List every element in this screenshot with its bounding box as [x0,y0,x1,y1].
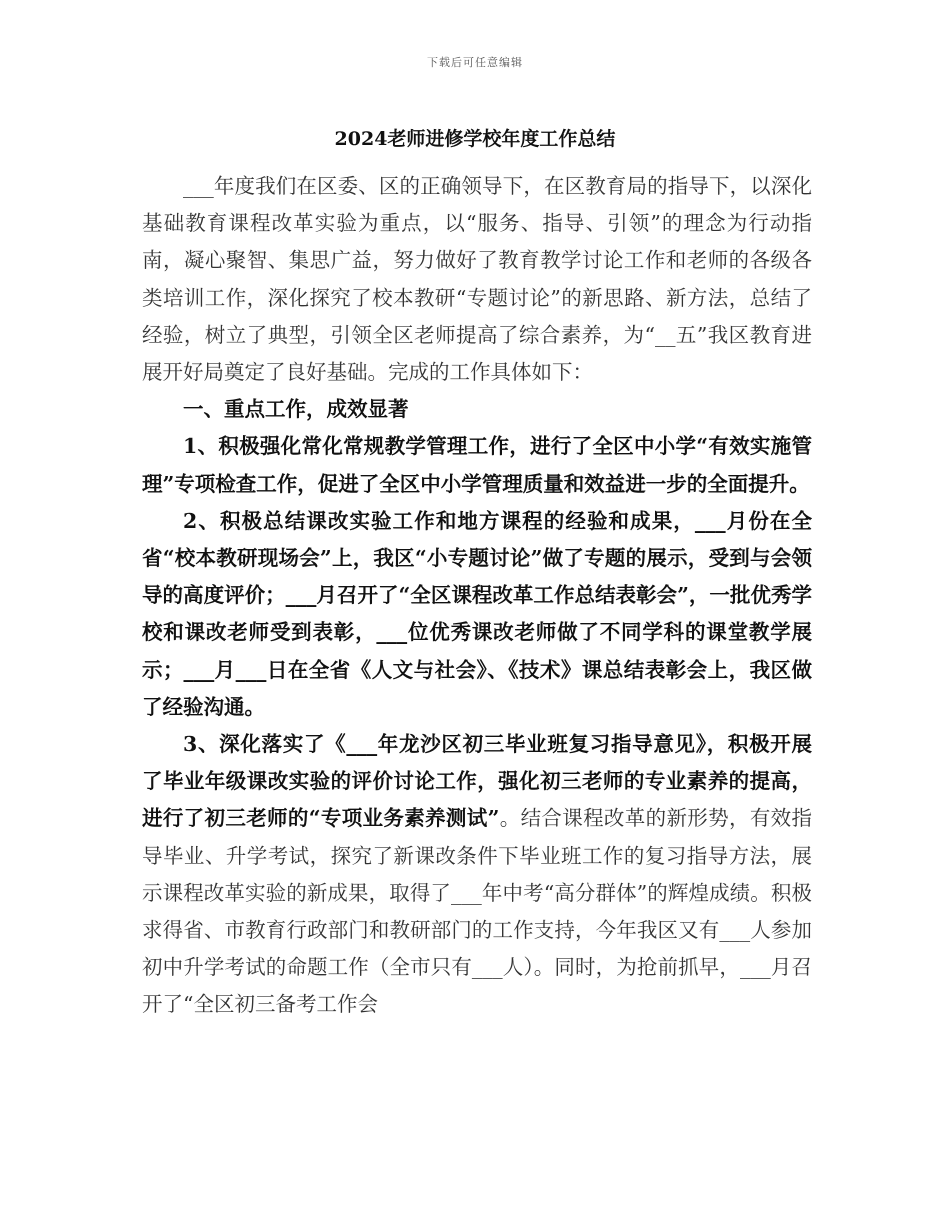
item-3-paragraph [142,726,812,1024]
document-title: 2024老师进修学校年度工作总结 [334,128,616,150]
intro-paragraph: ___年度我们在区委、区的正确领导下，在区教育局的指导下，以深化基础教育课程改革实验为重点，以“服务、指导、引领”的理念为行动指南，凝心聚智、集思广益，努力做好了教育教学讨论工作和老师的各级各类培训工作，深化探究了校本教研“专题讨论”的新思路、新方法，总结了经验，树立了典型，引领全区老师提高了综合素养，为“__五”我区教育进展开好局奠定了良好基础。完成的工作具体如下： [142,174,812,385]
document-body [142,168,812,1024]
item-2-paragraph: 2、积极总结课改实验工作和地方课程的经验和成果，___月份在全省“校本教研现场会”上，我区“小专题讨论”做了专题的展示，受到与会领导的高度评价；___月召开了“全区课程改革工作总结表彰会”，一批优秀学校和课改老师受到表彰，___位优秀课改老师做了不同学科的课堂教学展示；___月___日在全省《人文与社会》、《技术》课总结表彰会上，我区做了经验沟通。 [142,508,812,719]
item-1-paragraph: 1、积极强化常化常规教学管理工作，进行了全区中小学“有效实施管理”专项检查工作，促进了全区中小学管理质量和效益进一步的全面提升。 [142,434,812,496]
section-heading: 一、重点工作，成效显著 [183,397,409,422]
page-header-note: 下载后可任意编辑 [427,56,523,69]
item-3-continuation: 。结合课程改革的新形势，有效指导毕业、升学考试，探究了新课改条件下毕业班工作的复习指导方法，展示课程改革实验的新成果，取得了___年中考“高分群体”的辉煌成绩。积极求得省、市教育行政部门和教研部门的工作支持，今年我区又有___人参加初中升学考试的命题工作（全市只有___人）。同时，为抢前抓早，___月召开了“全区初三备考工作会 [142,806,813,1017]
item-3-emphasis: 3、深化落实了《___年龙沙区初三毕业班复习指导意见》，积极开展了毕业年级课改实验的评价讨论工作，强化初三老师的专业素养的提高，进行了初三老师的“专项业务素养测试” [142,732,812,831]
